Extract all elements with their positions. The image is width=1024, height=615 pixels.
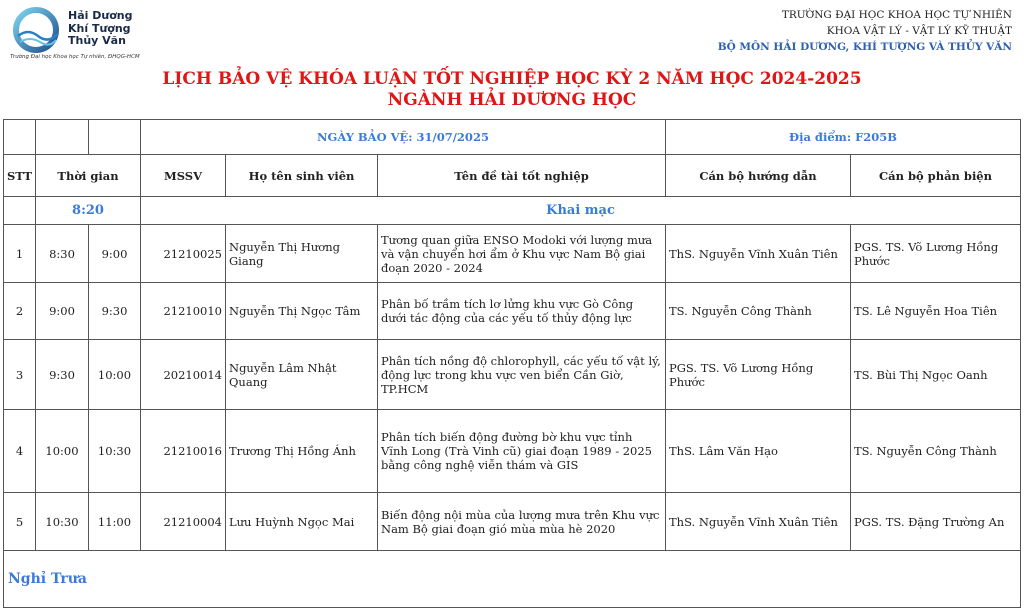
row-stt: 1	[4, 225, 36, 283]
header-time: Thời gian	[36, 155, 141, 197]
table-row	[4, 493, 1021, 551]
row-topic: Phân tích biến động đường bờ khu vực tỉnh Vĩnh Long (Trà Vinh cũ) giai đoạn 1989 - 2025 bằng công nghệ viễn thám và GIS	[378, 410, 666, 493]
row-end-time: 11:00	[89, 493, 141, 551]
logo-name-line-3: Thủy Văn	[68, 34, 126, 47]
row-start-time: 8:30	[36, 225, 89, 283]
institution-header	[718, 7, 1012, 55]
page-subtitle: NGÀNH HẢI DƯƠNG HỌC	[387, 90, 637, 110]
row-student-name: Nguyễn Thị Ngọc Tâm	[226, 283, 378, 340]
row-student-name: Nguyễn Thị Hương Giang	[226, 225, 378, 283]
university-name: TRƯỜNG ĐẠI HỌC KHOA HỌC TỰ NHIÊN	[781, 9, 1012, 21]
table-row	[4, 340, 1021, 410]
header-stt: STT	[4, 155, 36, 197]
row-end-time: 9:30	[89, 283, 141, 340]
row-advisor: TS. Nguyễn Công Thành	[666, 283, 851, 340]
row-student-name: Lưu Huỳnh Ngọc Mai	[226, 493, 378, 551]
row-reviewer: TS. Nguyễn Công Thành	[851, 410, 1021, 493]
defense-date: NGÀY BẢO VỆ: 31/07/2025	[141, 120, 666, 155]
wave-circle-icon	[10, 6, 64, 56]
row-end-time: 9:00	[89, 225, 141, 283]
row-end-time: 10:30	[89, 410, 141, 493]
defense-schedule-table	[3, 119, 1021, 608]
row-topic: Tương quan giữa ENSO Modoki với lượng mưa và vận chuyển hơi ẩm ở Khu vực Nam Bộ giai đoạn 2020 - 2024	[378, 225, 666, 283]
lunch-break-label: Nghỉ Trưa	[4, 551, 1021, 608]
row-stt: 3	[4, 340, 36, 410]
row-stt: 5	[4, 493, 36, 551]
logo-name-line-2: Khí Tượng	[68, 21, 131, 35]
row-mssv: 21210025	[141, 225, 226, 283]
row-mssv: 21210004	[141, 493, 226, 551]
opening-label: Khai mạc	[141, 197, 1021, 225]
row-end-time: 10:00	[89, 340, 141, 410]
date-location-row	[4, 120, 1021, 155]
header-advisor: Cán bộ hướng dẫn	[666, 155, 851, 197]
table-row	[4, 410, 1021, 493]
table-row	[4, 225, 1021, 283]
location: Địa điểm: F205B	[666, 120, 1021, 155]
faculty-name: KHOA VẬT LÝ - VẬT LÝ KỸ THUẬT	[826, 25, 1012, 37]
header-topic: Tên đề tài tốt nghiệp	[378, 155, 666, 197]
row-stt: 2	[4, 283, 36, 340]
row-topic: Phân bố trầm tích lơ lửng khu vực Gò Công dưới tác động của các yếu tố thủy động lực	[378, 283, 666, 340]
row-advisor: PGS. TS. Võ Lương Hồng Phước	[666, 340, 851, 410]
table-row	[4, 283, 1021, 340]
lunch-row	[4, 551, 1021, 608]
page-title: LỊCH BẢO VỆ KHÓA LUẬN TỐT NGHIỆP HỌC KỲ 2 NĂM HỌC 2024-2025	[162, 69, 862, 89]
row-mssv: 21210010	[141, 283, 226, 340]
row-reviewer: PGS. TS. Võ Lương Hồng Phước	[851, 225, 1021, 283]
row-reviewer: PGS. TS. Đặng Trường An	[851, 493, 1021, 551]
row-topic: Biến động nội mùa của lượng mưa trên Khu vực Nam Bộ giai đoạn gió mùa mùa hè 2020	[378, 493, 666, 551]
header-mssv: MSSV	[141, 155, 226, 197]
row-start-time: 9:30	[36, 340, 89, 410]
row-start-time: 10:30	[36, 493, 89, 551]
department-logo	[8, 6, 208, 68]
row-topic: Phân tích nồng độ chlorophyll, các yếu tố vật lý, động lực trong khu vực ven biển Cần Giờ, TP.HCM	[378, 340, 666, 410]
row-reviewer: TS. Bùi Thị Ngọc Oanh	[851, 340, 1021, 410]
row-advisor: ThS. Lâm Văn Hạo	[666, 410, 851, 493]
row-mssv: 20210014	[141, 340, 226, 410]
row-start-time: 10:00	[36, 410, 89, 493]
opening-time: 8:20	[36, 197, 141, 225]
opening-row	[4, 197, 1021, 225]
header-student-name: Họ tên sinh viên	[226, 155, 378, 197]
row-mssv: 21210016	[141, 410, 226, 493]
header-reviewer: Cán bộ phản biện	[851, 155, 1021, 197]
row-stt: 4	[4, 410, 36, 493]
logo-name-line-1: Hải Dương	[68, 9, 133, 22]
header-row	[4, 155, 1021, 197]
department-name: BỘ MÔN HẢI DƯƠNG, KHÍ TƯỢNG VÀ THỦY VĂN	[717, 41, 1012, 53]
logo-subtitle: Trường Đại học Khoa học Tự nhiên, ĐHQG-HCM	[10, 54, 140, 60]
row-reviewer: TS. Lê Nguyễn Hoa Tiên	[851, 283, 1021, 340]
row-advisor: ThS. Nguyễn Vĩnh Xuân Tiên	[666, 225, 851, 283]
row-student-name: Nguyễn Lâm Nhật Quang	[226, 340, 378, 410]
row-advisor: ThS. Nguyễn Vĩnh Xuân Tiên	[666, 493, 851, 551]
row-start-time: 9:00	[36, 283, 89, 340]
row-student-name: Trương Thị Hồng Ánh	[226, 410, 378, 493]
